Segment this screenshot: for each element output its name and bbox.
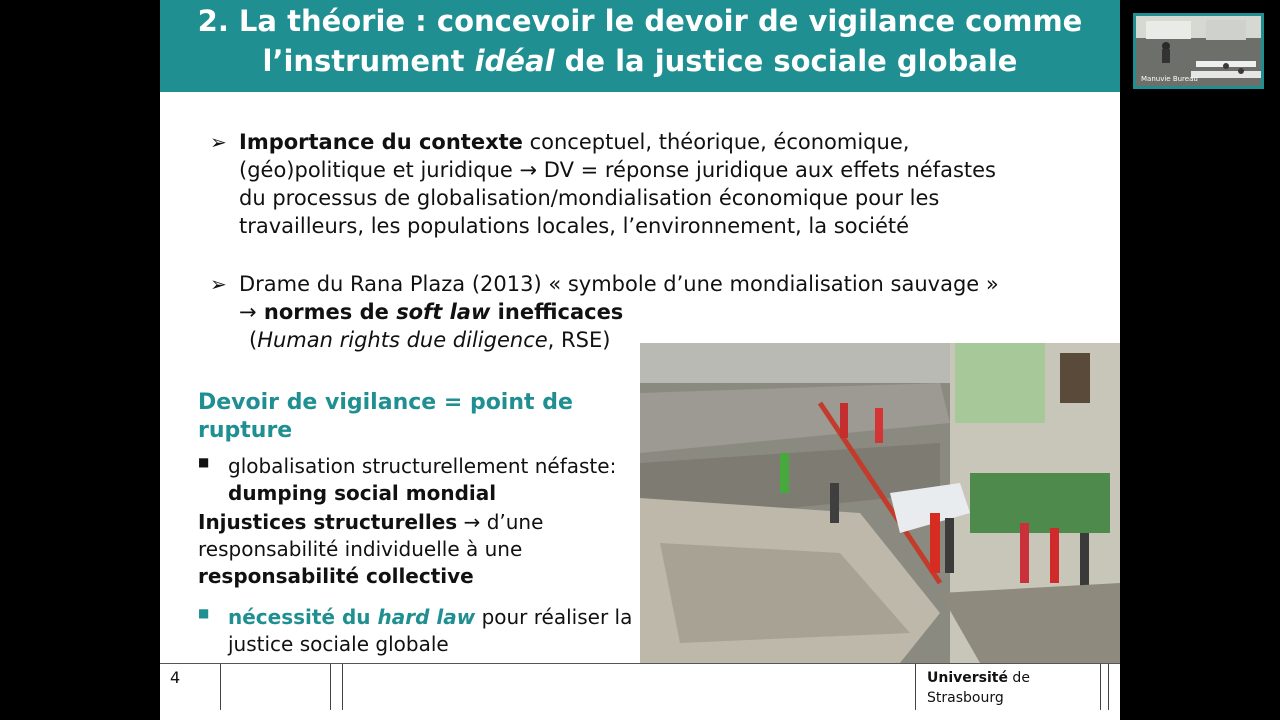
slide-title-line-1: 2. La théorie : concevoir le devoir de vigilance comme bbox=[197, 4, 1083, 38]
bullet-text: conceptuel, théorique, économique, bbox=[522, 130, 910, 154]
bullet-text: Drame du Rana Plaza (2013) « symbole d’une mondialisation sauvage » bbox=[239, 272, 999, 296]
bullet-bold: normes de bbox=[256, 300, 397, 324]
divider bbox=[342, 664, 343, 710]
bullet-text: travailleurs, les populations locales, l’environnement, la société bbox=[239, 214, 910, 238]
divider bbox=[1108, 664, 1109, 710]
bullet-italic: Human rights due diligence bbox=[257, 328, 548, 352]
right-arrow-icon: → bbox=[463, 510, 481, 534]
participant-name: Manuvie Bureau bbox=[1141, 75, 1198, 83]
right-arrow-icon: → bbox=[519, 158, 538, 182]
arrowhead-bullet-icon: ➢ bbox=[210, 272, 227, 296]
divider bbox=[220, 664, 221, 710]
bullet-text: ( bbox=[249, 328, 258, 352]
divider bbox=[330, 664, 331, 710]
bullet-text: d’une responsabilité individuelle à une bbox=[198, 510, 544, 561]
bullet-bold: Importance du contexte bbox=[239, 130, 523, 154]
arrowhead-bullet-icon: ➢ bbox=[210, 130, 227, 154]
title-text: l’instrument bbox=[262, 44, 475, 78]
bullet-rana-plaza bbox=[239, 270, 1109, 354]
title-emphasis: idéal bbox=[474, 44, 555, 78]
bullet-bold: dumping social mondial bbox=[228, 481, 497, 505]
bullet-text: du processus de globalisation/mondialisation économique pour les bbox=[239, 186, 940, 210]
page-number: 4 bbox=[170, 668, 181, 687]
square-bullet-item bbox=[198, 453, 638, 507]
divider bbox=[1100, 664, 1101, 710]
participant-video-thumbnail[interactable] bbox=[1133, 13, 1264, 89]
bullet-bold: inefficaces bbox=[490, 300, 624, 324]
university-name-bold: Université bbox=[927, 670, 1008, 686]
university-name-text: de bbox=[1007, 670, 1030, 686]
university-logo-text bbox=[927, 668, 1030, 708]
presentation-slide bbox=[160, 0, 1120, 720]
bullet-text: pour réaliser la justice sociale globale bbox=[228, 605, 633, 656]
slide-title-line-2 bbox=[160, 44, 1120, 78]
bullet-text: globalisation structurellement néfaste: bbox=[228, 454, 617, 478]
bullet-teal: nécessité du bbox=[228, 605, 378, 629]
square-bullet-icon: ■ bbox=[198, 606, 210, 620]
slide-footer bbox=[160, 663, 1120, 710]
bullet-text: DV = réponse juridique aux effets néfastes bbox=[537, 158, 996, 182]
right-arrow-icon: → bbox=[239, 300, 257, 324]
title-text: de la justice sociale globale bbox=[554, 44, 1018, 78]
university-city: Strasbourg bbox=[927, 690, 1004, 706]
bullet-teal-italic: hard law bbox=[377, 605, 476, 629]
bullet-text: , RSE) bbox=[547, 328, 611, 352]
bullet-bold: Injustices structurelles bbox=[198, 510, 458, 534]
bullet-bold: responsabilité collective bbox=[198, 564, 474, 588]
collapsed-building-image bbox=[640, 343, 1120, 663]
square-bullet-item bbox=[198, 604, 638, 658]
bullet-importance-contexte bbox=[239, 128, 1109, 240]
bullet-bold-italic: soft law bbox=[396, 300, 491, 324]
divider bbox=[915, 664, 916, 710]
bullet-text: (géo)politique et juridique bbox=[239, 158, 520, 182]
square-bullet-icon: ■ bbox=[198, 455, 210, 469]
vigilance-column bbox=[198, 389, 638, 658]
vigilance-heading: Devoir de vigilance = point de rupture bbox=[198, 390, 573, 443]
slide-title-bar bbox=[160, 0, 1120, 92]
injustices-text bbox=[198, 509, 638, 590]
rana-plaza-photo bbox=[640, 343, 1120, 663]
